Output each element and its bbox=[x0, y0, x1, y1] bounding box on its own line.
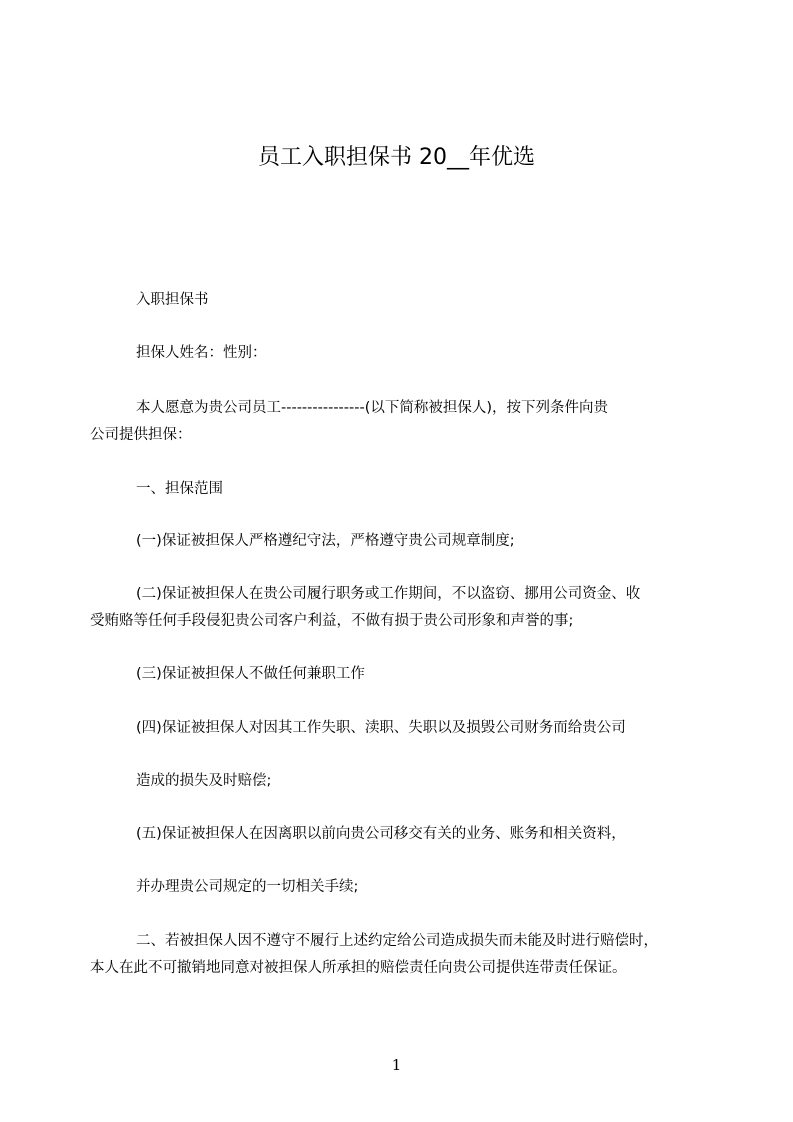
item-1: (一)保证被担保人严格遵纪守法，严格遵守贵公司规章制度; bbox=[136, 533, 515, 549]
item-4-line-2: 造成的损失及时赔偿; bbox=[136, 773, 272, 789]
guarantor-line: 担保人姓名：性别： bbox=[136, 345, 267, 361]
page-title: 员工入职担保书 20__年优选 bbox=[258, 145, 535, 170]
intro-line-1: 本人愿意为贵公司员工----------------(以下简称被担保人)，按下列条件向贵 bbox=[136, 400, 609, 416]
page-number: 1 bbox=[391, 1056, 402, 1074]
item-3: (三)保证被担保人不做任何兼职工作 bbox=[136, 666, 365, 682]
item-5-line-1: (五)保证被担保人在因离职以前向贵公司移交有关的业务、账务和相关资料， bbox=[136, 826, 626, 842]
section-1-heading: 一、担保范围 bbox=[136, 481, 223, 497]
section-2-line-2: 本人在此不可撤销地同意对被担保人所承担的赔偿责任向贵公司提供连带责任保证。 bbox=[90, 960, 627, 976]
item-2-line-2: 受贿赂等任何手段侵犯贵公司客户利益，不做有损于贵公司形象和声誉的事; bbox=[90, 613, 574, 629]
section-2-line-1: 二、若被担保人因不遵守不履行上述约定给公司造成损失而未能及时进行赔偿时， bbox=[136, 933, 658, 949]
item-4-line-1: (四)保证被担保人对因其工作失职、渎职、失职以及损毁公司财务而给贵公司 bbox=[136, 720, 626, 736]
intro-line-2: 公司提供担保： bbox=[90, 427, 192, 443]
item-2-line-1: (二)保证被担保人在贵公司履行职务或工作期间，不以盗窃、挪用公司资金、收 bbox=[136, 586, 641, 602]
item-5-line-2: 并办理贵公司规定的一切相关手续; bbox=[136, 879, 359, 895]
heading-line: 入职担保书 bbox=[136, 292, 209, 308]
